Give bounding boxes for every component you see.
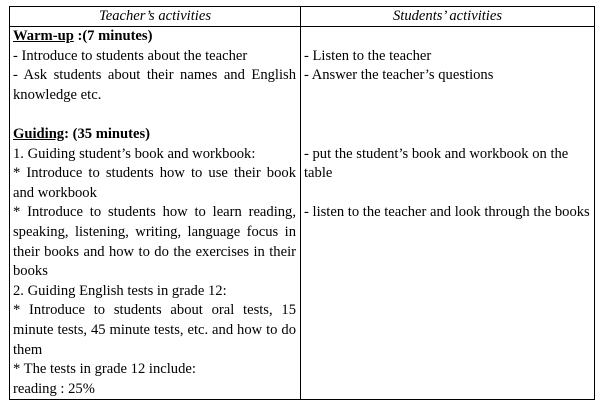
guiding-teacher-line-3: * Introduce to students how to learn reading, speaking, listening, writing, language focus in their books and how to do the exercises in their books	[13, 204, 296, 280]
content-row	[10, 27, 595, 400]
guiding-heading	[13, 125, 296, 145]
teacher-cell-content	[13, 27, 296, 399]
warmup-student-line-2: - Answer the teacher’s questions	[304, 67, 494, 84]
teacher-activities-header: Teacher’s activities	[10, 7, 301, 27]
warmup-teacher-line-1: - Introduce to students about the teacher	[13, 47, 248, 64]
warmup-title: Warm-up	[13, 28, 74, 44]
warmup-duration: :(7 minutes)	[73, 28, 153, 44]
warmup-heading	[13, 27, 296, 47]
guiding-duration: : (35 minutes)	[64, 125, 151, 142]
spacer	[304, 125, 590, 145]
guiding-teacher-line-2: * Introduce to students how to use their book and workbook	[13, 165, 296, 201]
students-activities-header: Students’ activities	[301, 7, 595, 27]
lesson-plan-table	[9, 6, 595, 400]
spacer	[304, 184, 590, 204]
students-cell-content	[304, 27, 590, 399]
guiding-student-line-2: - listen to the teacher and look through the books	[304, 204, 590, 221]
spacer	[304, 86, 590, 106]
guiding-teacher-line-4: 2. Guiding English tests in grade 12:	[13, 282, 227, 299]
guiding-title: Guiding	[13, 125, 65, 142]
header-row	[10, 7, 595, 27]
spacer	[304, 105, 590, 125]
students-activities-cell	[301, 27, 595, 400]
warmup-student-line-1: - Listen to the teacher	[304, 47, 432, 64]
teacher-activities-cell	[10, 27, 301, 400]
guiding-teacher-line-5: * Introduce to students about oral tests, 15 minute tests, 45 minute tests, etc. and how to do them	[13, 302, 296, 358]
spacer	[13, 105, 296, 125]
guiding-teacher-line-7: reading : 25%	[13, 380, 95, 397]
guiding-teacher-line-6: * The tests in grade 12 include:	[13, 361, 196, 378]
guiding-student-line-1: - put the student’s book and workbook on the table	[304, 145, 569, 182]
spacer	[304, 27, 590, 47]
guiding-teacher-line-1: 1. Guiding student’s book and workbook:	[13, 145, 256, 162]
warmup-teacher-line-2: - Ask students about their names and English knowledge etc.	[13, 67, 296, 103]
